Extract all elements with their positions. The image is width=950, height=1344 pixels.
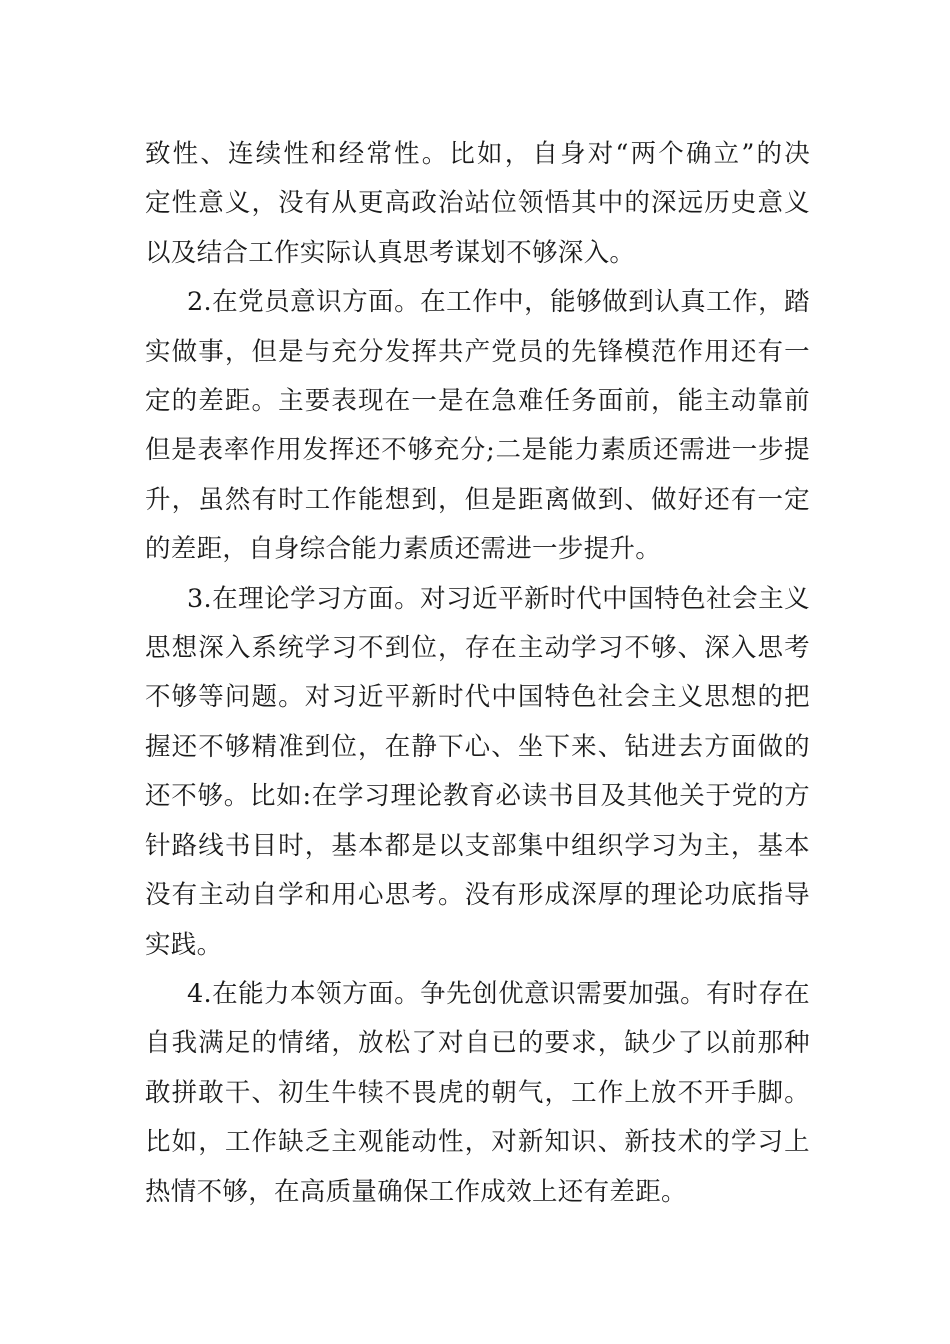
paragraph-2: [145, 278, 810, 574]
text-line: 比如，工作缺乏主观能动性，对新知识、新技术的学习上: [145, 1127, 810, 1158]
text-line: 没有主动自学和用心思考。没有形成深厚的理论功底指导: [145, 880, 810, 911]
text-line: 致性、连续性和经常性。比如，自身对“两个确立”的决: [145, 139, 810, 169]
paragraph-3: [145, 575, 810, 970]
paragraph-4: [145, 970, 810, 1217]
text-line: 热情不够，在高质量确保工作成效上还有差距。: [145, 1176, 687, 1207]
document-body: [145, 130, 810, 1217]
text-line: 思想深入系统学习不到位，存在主动学习不够、深入思考: [145, 633, 810, 664]
text-line: 定的差距。主要表现在一是在急难任务面前，能主动靠前: [145, 386, 810, 417]
text-line: 2.在党员意识方面。在工作中，能够做到认真工作，踏: [187, 287, 810, 318]
paragraph-1: [145, 130, 810, 278]
text-line: 定性意义，没有从更高政治站位领悟其中的深远历史意义: [145, 188, 810, 219]
text-line: 升，虽然有时工作能想到，但是距离做到、做好还有一定: [145, 484, 810, 515]
text-line: 不够等问题。对习近平新时代中国特色社会主义思想的把: [145, 682, 810, 713]
text-line: 的差距，自身综合能力素质还需进一步提升。: [145, 534, 662, 565]
text-line: 实践。: [145, 929, 223, 960]
text-line: 敢拼敢干、初生牛犊不畏虎的朝气，工作上放不开手脚。: [145, 1077, 810, 1108]
text-line: 3.在理论学习方面。对习近平新时代中国特色社会主义: [187, 583, 810, 614]
text-line: 针路线书目时，基本都是以支部集中组织学习为主，基本: [145, 830, 810, 861]
text-line: 以及结合工作实际认真思考谋划不够深入。: [145, 237, 636, 268]
text-line: 握还不够精准到位，在静下心、坐下来、钻进去方面做的: [145, 731, 810, 762]
text-line: 4.在能力本领方面。争先创优意识需要加强。有时存在: [187, 978, 810, 1009]
text-line: 还不够。比如:在学习理论教育必读书目及其他关于党的方: [145, 781, 810, 812]
text-line: 自我满足的情绪，放松了对自已的要求，缺少了以前那种: [145, 1028, 810, 1059]
text-line: 实做事，但是与充分发挥共产党员的先锋模范作用还有一: [145, 336, 810, 367]
text-line: 但是表率作用发挥还不够充分;二是能力素质还需进一步提: [145, 435, 810, 466]
